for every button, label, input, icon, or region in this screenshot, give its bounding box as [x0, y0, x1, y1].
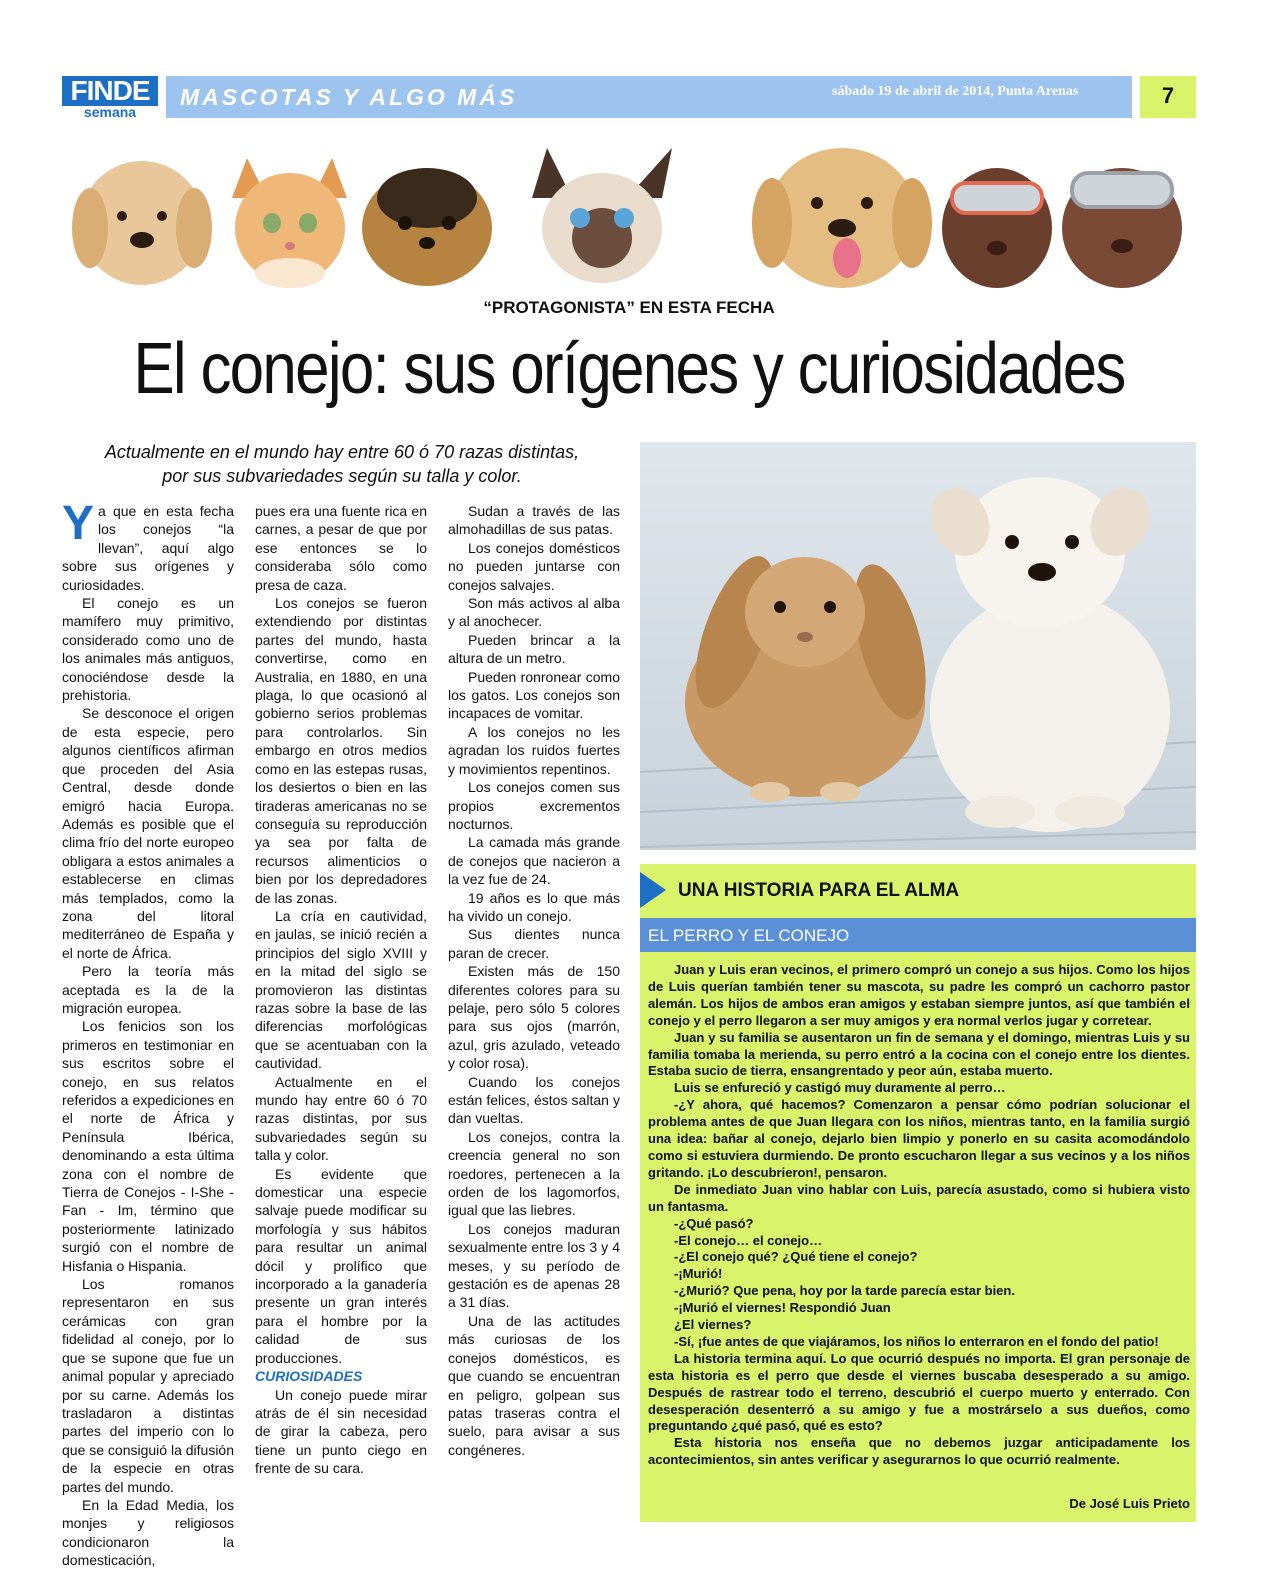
story-paragraph: Esta historia nos enseña que no debemos juzgar anticipadamente los acontecimientos, sin antes verificar y asegurarnos lo que ocurrió realmente. [648, 1435, 1190, 1468]
byline: De José Luis Prieto [1069, 1496, 1190, 1511]
pets-banner-illustration [62, 128, 1196, 288]
section-title: MASCOTAS Y ALGO MÁS [180, 84, 518, 110]
drop-cap: Y [62, 497, 95, 550]
story-title: UNA HISTORIA PARA EL ALMA [678, 880, 960, 901]
dialogue-line: -El conejo… el conejo… [674, 1232, 823, 1248]
dialogue-line: -¿Qué pasó? [674, 1215, 754, 1231]
dialogue-line: -¿Murió? Que pena, hoy por la tarde parecía estar bien. [674, 1283, 1015, 1299]
curiosity-item: Los conejos, contra la creencia general no son roedores, pertenecen a la orden de los lagomorfos, igual que las liebres. [448, 1128, 620, 1219]
white-puppy-icon [920, 477, 1170, 832]
paragraph: Actualmente en el mundo hay entre 60 ó 70 razas distintas, por sus subvariedades según su talla y color. [255, 1073, 427, 1164]
rabbit-puppy-illustration [640, 442, 1196, 850]
article-column-2 [255, 502, 427, 1478]
paragraph: En la Edad Media, los monjes y religiosos condicionaron la domesticación, [62, 1496, 234, 1569]
issue-date: sábado 19 de abril de 2014, Punta Arenas [832, 84, 1079, 99]
rabbit-and-puppy-photo [640, 442, 1196, 850]
paragraph: La cría en cautividad, en jaulas, se inició recién a principios del siglo XVIII y en la mitad del siglo se promovieron las distintas razas sobre la base de las diferencias morfológicas que se acentuaban con la cautividad. [255, 907, 427, 1072]
paragraph: El conejo es un mamífero muy primitivo, considerado como uno de los animales más antiguos, conociéndose desde la prehistoria. [62, 595, 234, 704]
curiosity-item: Existen más de 150 diferentes colores para su pelaje, pero sólo 5 colores para sus ojos (marrón, azul, gris azulado, veteado y color rosa). [448, 963, 620, 1072]
yorkie-puppy-icon [362, 168, 492, 286]
kicker: “PROTAGONISTA” EN ESTA FECHA [483, 298, 775, 317]
paragraph: Los romanos representaron en sus cerámicas con gran fidelidad al conejo, por lo que se supone que fue un animal popular y apreciado por su carne. Además los trasladaron a distintas partes del imperio con lo que se consiguió la difusión de la especie en otras partes del mundo. [62, 1276, 235, 1495]
paragraph [62, 497, 234, 594]
paragraph: Es evidente que domesticar una especie salvaje puede modificar su morfología y sus hábitos para resultar un animal dócil y prolífico que incorporado a la ganadería presente un gran interés para el hombre por la calidad de sus producciones. [255, 1165, 427, 1366]
curiosity-item: Los conejos maduran sexualmente entre los 3 y 4 meses, y su período de gestación es de apenas 28 a 31 días. [448, 1220, 620, 1311]
subhead-line-1: Actualmente en el mundo hay entre 60 ó 70 razas distintas, [104, 442, 580, 462]
paragraph: Los conejos se fueron extendiendo por distintas partes del mundo, hasta convertirse, como en Australia, en 1880, en una plaga, lo que ocasionó al gobierno serios problemas para controlarlos. Sin embargo en otros medios como en las estepas rusas, los desiertos o bien en las tiraderas americanas no se conseguía su reproducción ya sea por falta de recursos alimenticios o bien por los depredadores de las zonas. [255, 595, 427, 906]
dialogue-line: -Sí, ¡fue antes de que viajáramos, los niños lo enterraron en el fondo del patio! [674, 1333, 1159, 1349]
story-paragraph: Juan y su familia se ausentaron un fin de semana y el domingo, mientras Luis y su familia tomaba la merienda, su perro entró a la cocina con el conejo entre los dientes. Estaba sucio de tierra, ensangrentado y peor aún, estaba muerto. [648, 1029, 1190, 1079]
story-paragraph: Luis se enfureció y castigó muy duramente al perro… [674, 1080, 1006, 1096]
story-text [648, 962, 1190, 1469]
headline: El conejo: sus orígenes y curiosidades [133, 329, 1125, 409]
page-number: 7 [1140, 76, 1196, 118]
subhead-line-2: por sus subvariedades según su talla y color. [162, 466, 522, 486]
paragraph: Pero la teoría más aceptada es la de la migración europea. [62, 963, 234, 1016]
curiosity-item: Sudan a través de las almohadillas de sus patas. [448, 503, 620, 538]
dialogue-line: -¡Murió el viernes! Respondió Juan [674, 1300, 891, 1316]
curiosity-item: Una de las actitudes más curiosas de los conejos domésticos, es que cuando se encuentran en peligro, golpean sus patas traseras contra el suelo, para avisar a sus congéneres. [448, 1312, 620, 1458]
curiosity-item: Cuando los conejos están felices, éstos saltan y dan vueltas. [448, 1073, 620, 1127]
dialogue-line: -¡Murió! [674, 1266, 723, 1282]
pets-banner-image [62, 128, 1196, 288]
curiosity-item: Son más activos al alba y al anochecer. [448, 595, 620, 630]
curiosity-item: A los conejos no les agradan los ruidos fuertes y movimientos repentinos. [448, 723, 620, 777]
story-paragraph: -¿Y ahora, qué hacemos? Comenzaron a pensar cómo podrían solucionar el problema antes de que Juan llegara con los niños, mientras tanto, en la familia surgió una idea: bañar al conejo, dejarlo bien limpio y ponerlo en su casita acomodándolo como si estuviera durmiendo. De pronto escucharon llegar a sus vecinos y a los niños gritando. ¡Lo descubrieron!, pensaron. [648, 1097, 1190, 1180]
curiosity-item: Los conejos domésticos no pueden juntarse con conejos salvajes. [448, 539, 620, 593]
story-paragraph: De inmediato Juan vino hablar con Luis, parecía asustado, como si hubiera visto un fantasma. [648, 1181, 1190, 1214]
story-paragraph: La historia termina aquí. Lo que ocurrió después no importa. El gran personaje de esta historia es el perro que desde el viernes buscaba desesperado a su amigo. Después de rastrear todo el terreno, descubrió el cuerpo muerto y enterrado. Con desesperación desenterró a su amigo y fue a mostrárselo a sus dueños, como preguntando ¿qué pasó, qué es esto? [648, 1350, 1190, 1434]
story-paragraph: Juan y Luis eran vecinos, el primero compró un conejo a sus hijos. Como los hijos de Luis querían también tener su mascota, su padre les compró un cachorro pastor alemán. Los hijos de ambos eran amigos y estaban siempre juntos, así que también el conejo y el perro llegaron a ser muy amigos y era normal verlos jugar y corretear. [648, 962, 1190, 1028]
logo-finde-text: FINDE [62, 76, 158, 106]
logo-semana-text: semana [83, 104, 137, 120]
curiosity-item: Pueden brincar a la altura de un metro. [448, 631, 620, 667]
subhead [62, 440, 622, 488]
article-column-1 [62, 497, 235, 1570]
curiosity-item: La camada más grande de conejos que nacieron a la vez fue de 24. [448, 834, 620, 888]
curiosity-item: Los conejos comen sus propios excrementos nocturnos. [448, 779, 620, 832]
paragraph: pues era una fuente rica en carnes, a pesar de que por ese entonces se lo consideraba sólo como presa de caza. [255, 503, 427, 593]
dialogue-line: ¿El viernes? [674, 1317, 752, 1333]
arrow-icon [640, 872, 666, 908]
article-column-3 [448, 502, 620, 1459]
paragraph: Los fenicios son los primeros en testimoniar en sus escritos sobre el conejo, en sus relatos referidos a expediciones en el norte de África y Península Ibérica, denominando a esta última zona con el nombre de Tierra de Conejos - I-She - Fan - Im, término que posteriormente latinizado surgió con el nombre de Hisfania o Hispania. [62, 1018, 234, 1274]
curiosity-item: 19 años es lo que más ha vivido un conejo. [448, 889, 620, 924]
curiosity-item: Sus dientes nunca paran de crecer. [448, 926, 620, 961]
paragraph-text: a que en esta fecha los conejos “la llevan”, aquí algo sobre sus orígenes y curiosidades. [62, 503, 234, 593]
dialogue-line: -¿El conejo qué? ¿Qué tiene el conejo? [674, 1249, 918, 1265]
finde-logo [62, 76, 158, 122]
story-subtitle: EL PERRO Y EL CONEJO [648, 926, 850, 945]
curiosity-item: Un conejo puede mirar atrás de él sin necesidad de girar la cabeza, pero tiene un punto ciego en frente de su cara. [255, 1386, 427, 1477]
curiosity-item: Pueden ronronear como los gatos. Los conejos son incapaces de vomitar. [448, 668, 620, 722]
paragraph: Se desconoce el origen de esta especie, pero algunos científicos afirman que proceden del Asia Central, desde donde emigró hacia Europa. Además es posible que el clima frío del norte europeo obligara a estos animales a establecerse en climas más templados, como la zona del litoral mediterráneo de España y el norte de África. [62, 705, 234, 961]
curiosidades-heading: CURIOSIDADES [255, 1368, 363, 1385]
